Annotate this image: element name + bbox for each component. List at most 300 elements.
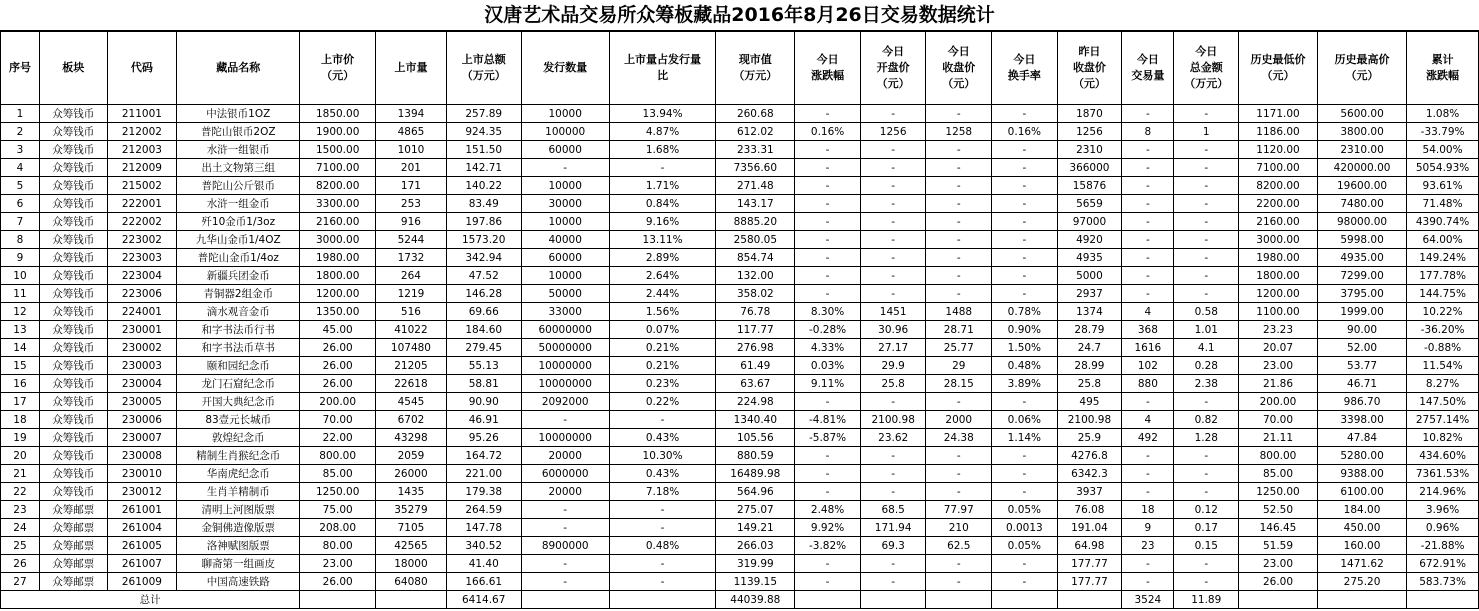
column-header xyxy=(1,32,40,105)
table-cell: 25.8 xyxy=(1057,375,1122,393)
table-cell xyxy=(1239,591,1318,609)
table-cell: - xyxy=(992,195,1058,213)
table-cell: - xyxy=(926,393,992,411)
table-cell: 众筹钱币 xyxy=(39,123,107,141)
table-cell: 众筹钱币 xyxy=(39,429,107,447)
table-cell: 众筹邮票 xyxy=(39,501,107,519)
table-cell: 26.00 xyxy=(300,573,376,591)
table-row xyxy=(1,123,1479,141)
table-cell: - xyxy=(992,483,1058,501)
table-cell: 77.97 xyxy=(926,501,992,519)
total-label: 总计 xyxy=(1,591,300,609)
table-cell: - xyxy=(860,249,926,267)
table-row xyxy=(1,411,1479,429)
table-cell: 45.00 xyxy=(300,321,376,339)
column-header xyxy=(39,32,107,105)
table-cell xyxy=(926,591,992,609)
column-header-line: 今日 xyxy=(816,53,839,66)
table-cell: 2.44% xyxy=(609,285,716,303)
table-cell: 0.28 xyxy=(1174,357,1239,375)
table-cell: 16 xyxy=(1,375,40,393)
table-cell: 11 xyxy=(1,285,40,303)
column-header-line: 序号 xyxy=(8,61,31,74)
table-cell: 276.98 xyxy=(716,339,795,357)
table-cell: 117.77 xyxy=(716,321,795,339)
table-cell: 出土文物第三组 xyxy=(177,159,300,177)
table-cell: - xyxy=(992,249,1058,267)
column-header xyxy=(300,32,376,105)
table-cell: - xyxy=(860,483,926,501)
table-cell: 0.43% xyxy=(609,429,716,447)
column-header-line: 收盘价 xyxy=(1072,61,1106,74)
data-table xyxy=(0,31,1479,609)
table-row xyxy=(1,357,1479,375)
table-cell: - xyxy=(926,249,992,267)
table-row xyxy=(1,249,1479,267)
table-cell: 1999.00 xyxy=(1317,303,1406,321)
table-cell: 19600.00 xyxy=(1317,177,1406,195)
table-row xyxy=(1,483,1479,501)
table-cell: 0.0013 xyxy=(992,519,1058,537)
table-cell: - xyxy=(1174,573,1239,591)
table-cell: 21.11 xyxy=(1239,429,1318,447)
table-cell: 众筹邮票 xyxy=(39,555,107,573)
table-cell: 0.03% xyxy=(795,357,861,375)
table-cell xyxy=(521,591,609,609)
table-cell xyxy=(300,591,376,609)
table-cell: 10000000 xyxy=(521,375,609,393)
column-header xyxy=(1407,32,1479,105)
table-cell: 2757.14% xyxy=(1407,411,1479,429)
table-cell: - xyxy=(992,213,1058,231)
table-cell: 10.30% xyxy=(609,447,716,465)
column-header-line: 今日 xyxy=(882,45,905,58)
table-cell: 25 xyxy=(1,537,40,555)
table-cell: 2.64% xyxy=(609,267,716,285)
table-cell: 29.9 xyxy=(860,357,926,375)
table-cell: - xyxy=(1174,465,1239,483)
table-cell: - xyxy=(1122,483,1174,501)
table-cell: - xyxy=(795,141,861,159)
table-cell: 1256 xyxy=(1057,123,1122,141)
column-header xyxy=(992,32,1058,105)
table-cell: 2 xyxy=(1,123,40,141)
table-cell: - xyxy=(1174,195,1239,213)
table-cell: 1200.00 xyxy=(300,285,376,303)
table-cell: 271.48 xyxy=(716,177,795,195)
table-cell: 69.3 xyxy=(860,537,926,555)
table-cell: 46.91 xyxy=(446,411,521,429)
table-cell: 75.00 xyxy=(300,501,376,519)
table-cell: 众筹钱币 xyxy=(39,285,107,303)
table-cell: 212002 xyxy=(107,123,177,141)
table-cell: 35279 xyxy=(376,501,447,519)
table-cell: -0.88% xyxy=(1407,339,1479,357)
column-header-line: 涨跌幅 xyxy=(1426,69,1460,82)
table-cell: 滴水观音金币 xyxy=(177,303,300,321)
table-cell: - xyxy=(860,573,926,591)
table-cell: - xyxy=(926,555,992,573)
table-cell: - xyxy=(926,285,992,303)
table-cell: - xyxy=(992,447,1058,465)
table-cell: 青铜器2组金币 xyxy=(177,285,300,303)
table-row xyxy=(1,375,1479,393)
table-cell: 1500.00 xyxy=(300,141,376,159)
table-cell: 230006 xyxy=(107,411,177,429)
table-cell: 230012 xyxy=(107,483,177,501)
table-cell: - xyxy=(795,159,861,177)
table-cell: 62.5 xyxy=(926,537,992,555)
table-cell: - xyxy=(860,231,926,249)
table-cell: 70.00 xyxy=(300,411,376,429)
table-cell: 64080 xyxy=(376,573,447,591)
table-cell: 1 xyxy=(1,105,40,123)
table-cell: 340.52 xyxy=(446,537,521,555)
table-cell: 223003 xyxy=(107,249,177,267)
table-cell: 420000.00 xyxy=(1317,159,1406,177)
table-cell: 1100.00 xyxy=(1239,303,1318,321)
table-cell: 212009 xyxy=(107,159,177,177)
table-cell: 洛神赋图版票 xyxy=(177,537,300,555)
table-cell: 69.66 xyxy=(446,303,521,321)
table-cell: 28.79 xyxy=(1057,321,1122,339)
table-cell: 30.96 xyxy=(860,321,926,339)
table-cell: 众筹钱币 xyxy=(39,231,107,249)
table-cell: 52.50 xyxy=(1239,501,1318,519)
table-cell: - xyxy=(992,231,1058,249)
table-cell: - xyxy=(860,285,926,303)
table-cell: - xyxy=(926,159,992,177)
table-cell: 3.89% xyxy=(992,375,1058,393)
table-cell: - xyxy=(860,159,926,177)
table-row xyxy=(1,303,1479,321)
table-cell: 76.78 xyxy=(716,303,795,321)
table-cell: - xyxy=(992,465,1058,483)
table-cell: 60000 xyxy=(521,249,609,267)
table-cell: 93.61% xyxy=(1407,177,1479,195)
table-cell: 200.00 xyxy=(300,393,376,411)
column-header-line: 板块 xyxy=(62,61,85,74)
table-cell: 3800.00 xyxy=(1317,123,1406,141)
table-cell: -0.28% xyxy=(795,321,861,339)
table-cell xyxy=(992,591,1058,609)
table-cell: 7361.53% xyxy=(1407,465,1479,483)
table-cell: 28.99 xyxy=(1057,357,1122,375)
table-cell: 26.00 xyxy=(300,339,376,357)
table-cell: 众筹钱币 xyxy=(39,411,107,429)
table-row xyxy=(1,105,1479,123)
table-cell: 10000 xyxy=(521,213,609,231)
table-cell: 1219 xyxy=(376,285,447,303)
table-cell: 普陀山金币1/4oz xyxy=(177,249,300,267)
table-cell: 2937 xyxy=(1057,285,1122,303)
table-cell: 0.84% xyxy=(609,195,716,213)
table-cell: 普陀山银币2OZ xyxy=(177,123,300,141)
table-cell: - xyxy=(795,555,861,573)
table-cell: 261009 xyxy=(107,573,177,591)
table-cell: 1256 xyxy=(860,123,926,141)
table-cell: 水浒一组银币 xyxy=(177,141,300,159)
table-cell: 2160.00 xyxy=(300,213,376,231)
table-cell: 聊斋第一组画皮 xyxy=(177,555,300,573)
table-cell: 11.54% xyxy=(1407,357,1479,375)
table-row xyxy=(1,537,1479,555)
table-cell: 众筹钱币 xyxy=(39,159,107,177)
table-cell: 4935.00 xyxy=(1317,249,1406,267)
table-cell: 2092000 xyxy=(521,393,609,411)
table-cell: - xyxy=(1122,267,1174,285)
table-cell: - xyxy=(860,141,926,159)
table-cell: - xyxy=(609,159,716,177)
table-cell: 149.24% xyxy=(1407,249,1479,267)
table-cell: 5659 xyxy=(1057,195,1122,213)
table-cell: 986.70 xyxy=(1317,393,1406,411)
column-header-line: 藏品名称 xyxy=(216,61,261,74)
column-header-line: （万元） xyxy=(733,69,778,82)
table-cell: 27 xyxy=(1,573,40,591)
table-cell: 434.60% xyxy=(1407,447,1479,465)
table-cell: 55.13 xyxy=(446,357,521,375)
table-cell: 0.82 xyxy=(1174,411,1239,429)
table-cell: - xyxy=(926,267,992,285)
table-cell: 171.94 xyxy=(860,519,926,537)
column-header xyxy=(795,32,861,105)
table-cell: 672.91% xyxy=(1407,555,1479,573)
table-cell: 1258 xyxy=(926,123,992,141)
table-cell: 1.71% xyxy=(609,177,716,195)
table-cell: 41.40 xyxy=(446,555,521,573)
table-cell: 261001 xyxy=(107,501,177,519)
table-cell: 4.1 xyxy=(1174,339,1239,357)
table-cell: 7100.00 xyxy=(300,159,376,177)
table-cell: 1.28 xyxy=(1174,429,1239,447)
table-cell: -4.81% xyxy=(795,411,861,429)
table-cell xyxy=(376,591,447,609)
table-cell: 6100.00 xyxy=(1317,483,1406,501)
table-cell: 43298 xyxy=(376,429,447,447)
table-cell: 184.60 xyxy=(446,321,521,339)
table-cell: 184.00 xyxy=(1317,501,1406,519)
table-cell: 0.96% xyxy=(1407,519,1479,537)
table-cell: 0.58 xyxy=(1174,303,1239,321)
table-cell: 0.78% xyxy=(992,303,1058,321)
table-cell: 众筹邮票 xyxy=(39,537,107,555)
table-cell: 212003 xyxy=(107,141,177,159)
column-header-line: （元） xyxy=(942,77,976,90)
table-cell: 4 xyxy=(1,159,40,177)
table-cell: 9.92% xyxy=(795,519,861,537)
table-cell: 2.48% xyxy=(795,501,861,519)
table-cell xyxy=(1407,591,1479,609)
table-cell: - xyxy=(992,267,1058,285)
table-cell: 6342.3 xyxy=(1057,465,1122,483)
table-cell: 142.71 xyxy=(446,159,521,177)
table-cell: 3000.00 xyxy=(300,231,376,249)
table-cell: 495 xyxy=(1057,393,1122,411)
column-header xyxy=(860,32,926,105)
table-cell: 8.30% xyxy=(795,303,861,321)
column-header-line: 换手率 xyxy=(1007,69,1041,82)
table-cell: 223004 xyxy=(107,267,177,285)
table-cell: - xyxy=(1174,231,1239,249)
table-cell: 九华山金币1/4OZ xyxy=(177,231,300,249)
table-cell: 众筹钱币 xyxy=(39,303,107,321)
table-cell: 27.17 xyxy=(860,339,926,357)
table-cell: 6702 xyxy=(376,411,447,429)
table-cell: 52.00 xyxy=(1317,339,1406,357)
table-cell: 16489.98 xyxy=(716,465,795,483)
table-cell: 和字书法币草书 xyxy=(177,339,300,357)
table-cell: 177.78% xyxy=(1407,267,1479,285)
column-header-line: 今日 xyxy=(1013,53,1036,66)
table-cell: - xyxy=(992,141,1058,159)
table-cell: 2310 xyxy=(1057,141,1122,159)
table-cell: 0.06% xyxy=(992,411,1058,429)
table-cell: 众筹钱币 xyxy=(39,213,107,231)
column-header-line: 今日 xyxy=(1195,45,1218,58)
table-cell: 97000 xyxy=(1057,213,1122,231)
table-cell: 4865 xyxy=(376,123,447,141)
table-cell: 众筹钱币 xyxy=(39,447,107,465)
table-cell: 3937 xyxy=(1057,483,1122,501)
table-cell: 众筹钱币 xyxy=(39,105,107,123)
table-cell: 1800.00 xyxy=(1239,267,1318,285)
table-cell: - xyxy=(992,555,1058,573)
table-cell: - xyxy=(1122,231,1174,249)
table-cell: 26 xyxy=(1,555,40,573)
table-cell: 177.77 xyxy=(1057,555,1122,573)
table-row xyxy=(1,285,1479,303)
table-cell: 47.84 xyxy=(1317,429,1406,447)
table-cell: 191.04 xyxy=(1057,519,1122,537)
table-cell: 4.33% xyxy=(795,339,861,357)
table-cell: 2100.98 xyxy=(860,411,926,429)
table-cell: 50000 xyxy=(521,285,609,303)
table-cell: 4276.8 xyxy=(1057,447,1122,465)
table-cell xyxy=(795,591,861,609)
table-cell: 2200.00 xyxy=(1239,195,1318,213)
table-cell: 160.00 xyxy=(1317,537,1406,555)
column-header xyxy=(1122,32,1174,105)
table-cell: 1900.00 xyxy=(300,123,376,141)
table-cell: 279.45 xyxy=(446,339,521,357)
table-cell: 144.75% xyxy=(1407,285,1479,303)
header-row xyxy=(1,32,1479,105)
table-cell: 9388.00 xyxy=(1317,465,1406,483)
table-row xyxy=(1,429,1479,447)
column-header-line: （万元） xyxy=(461,69,506,82)
table-cell: 3000.00 xyxy=(1239,231,1318,249)
table-row xyxy=(1,231,1479,249)
table-cell: 众筹钱币 xyxy=(39,141,107,159)
table-cell: 76.08 xyxy=(1057,501,1122,519)
table-row xyxy=(1,195,1479,213)
table-cell: 2059 xyxy=(376,447,447,465)
table-cell: - xyxy=(795,231,861,249)
table-cell: - xyxy=(1174,141,1239,159)
table-cell: 8200.00 xyxy=(1239,177,1318,195)
column-header-line: （元） xyxy=(1261,69,1295,82)
table-cell: 20.07 xyxy=(1239,339,1318,357)
table-cell: - xyxy=(926,465,992,483)
table-cell: 266.03 xyxy=(716,537,795,555)
table-cell: 1139.15 xyxy=(716,573,795,591)
table-cell: 开国大典纪念币 xyxy=(177,393,300,411)
table-cell: - xyxy=(521,501,609,519)
table-cell: 23.23 xyxy=(1239,321,1318,339)
table-cell: 1732 xyxy=(376,249,447,267)
table-cell: 17 xyxy=(1,393,40,411)
table-cell: 4390.74% xyxy=(1407,213,1479,231)
table-cell: - xyxy=(1122,177,1174,195)
table-cell: 6 xyxy=(1,195,40,213)
table-cell: 7480.00 xyxy=(1317,195,1406,213)
table-cell: 12 xyxy=(1,303,40,321)
table-cell: 1350.00 xyxy=(300,303,376,321)
column-header xyxy=(609,32,716,105)
table-cell: 23.62 xyxy=(860,429,926,447)
table-cell: 5054.93% xyxy=(1407,159,1479,177)
table-cell: 24.7 xyxy=(1057,339,1122,357)
table-cell: 5998.00 xyxy=(1317,231,1406,249)
table-cell: - xyxy=(1122,249,1174,267)
table-cell: 42565 xyxy=(376,537,447,555)
table-cell: 83壹元长城币 xyxy=(177,411,300,429)
table-cell: 9.16% xyxy=(609,213,716,231)
table-cell: 19 xyxy=(1,429,40,447)
table-cell: - xyxy=(521,555,609,573)
table-cell: 5 xyxy=(1,177,40,195)
table-cell: 1850.00 xyxy=(300,105,376,123)
table-cell: 132.00 xyxy=(716,267,795,285)
table-cell: 224001 xyxy=(107,303,177,321)
table-cell: 众筹钱币 xyxy=(39,465,107,483)
table-cell: 18000 xyxy=(376,555,447,573)
table-cell xyxy=(1057,591,1122,609)
table-cell: 5000 xyxy=(1057,267,1122,285)
table-cell: 新疆兵团金币 xyxy=(177,267,300,285)
column-header xyxy=(1239,32,1318,105)
table-cell: - xyxy=(1174,447,1239,465)
table-cell: 21.86 xyxy=(1239,375,1318,393)
column-header-line: 上市量占发行量 xyxy=(624,53,702,66)
column-header-line: 收盘价 xyxy=(942,61,976,74)
table-cell: 85.00 xyxy=(1239,465,1318,483)
table-cell: 敦煌纪念币 xyxy=(177,429,300,447)
table-cell: 1.56% xyxy=(609,303,716,321)
table-cell: 中法银币1OZ xyxy=(177,105,300,123)
table-cell: 10.82% xyxy=(1407,429,1479,447)
table-cell: - xyxy=(795,249,861,267)
table-cell: 64.00% xyxy=(1407,231,1479,249)
table-cell: - xyxy=(992,159,1058,177)
table-cell: -5.87% xyxy=(795,429,861,447)
table-cell: 21205 xyxy=(376,357,447,375)
table-cell: 0.23% xyxy=(609,375,716,393)
table-row xyxy=(1,213,1479,231)
table-cell: 149.21 xyxy=(716,519,795,537)
table-cell: 54.00% xyxy=(1407,141,1479,159)
table-cell: 450.00 xyxy=(1317,519,1406,537)
table-cell: 612.02 xyxy=(716,123,795,141)
table-cell: 53.77 xyxy=(1317,357,1406,375)
table-cell: 5244 xyxy=(376,231,447,249)
table-cell: - xyxy=(521,159,609,177)
table-cell: 177.77 xyxy=(1057,573,1122,591)
table-cell: 264.59 xyxy=(446,501,521,519)
table-cell: 1451 xyxy=(860,303,926,321)
table-cell: 210 xyxy=(926,519,992,537)
